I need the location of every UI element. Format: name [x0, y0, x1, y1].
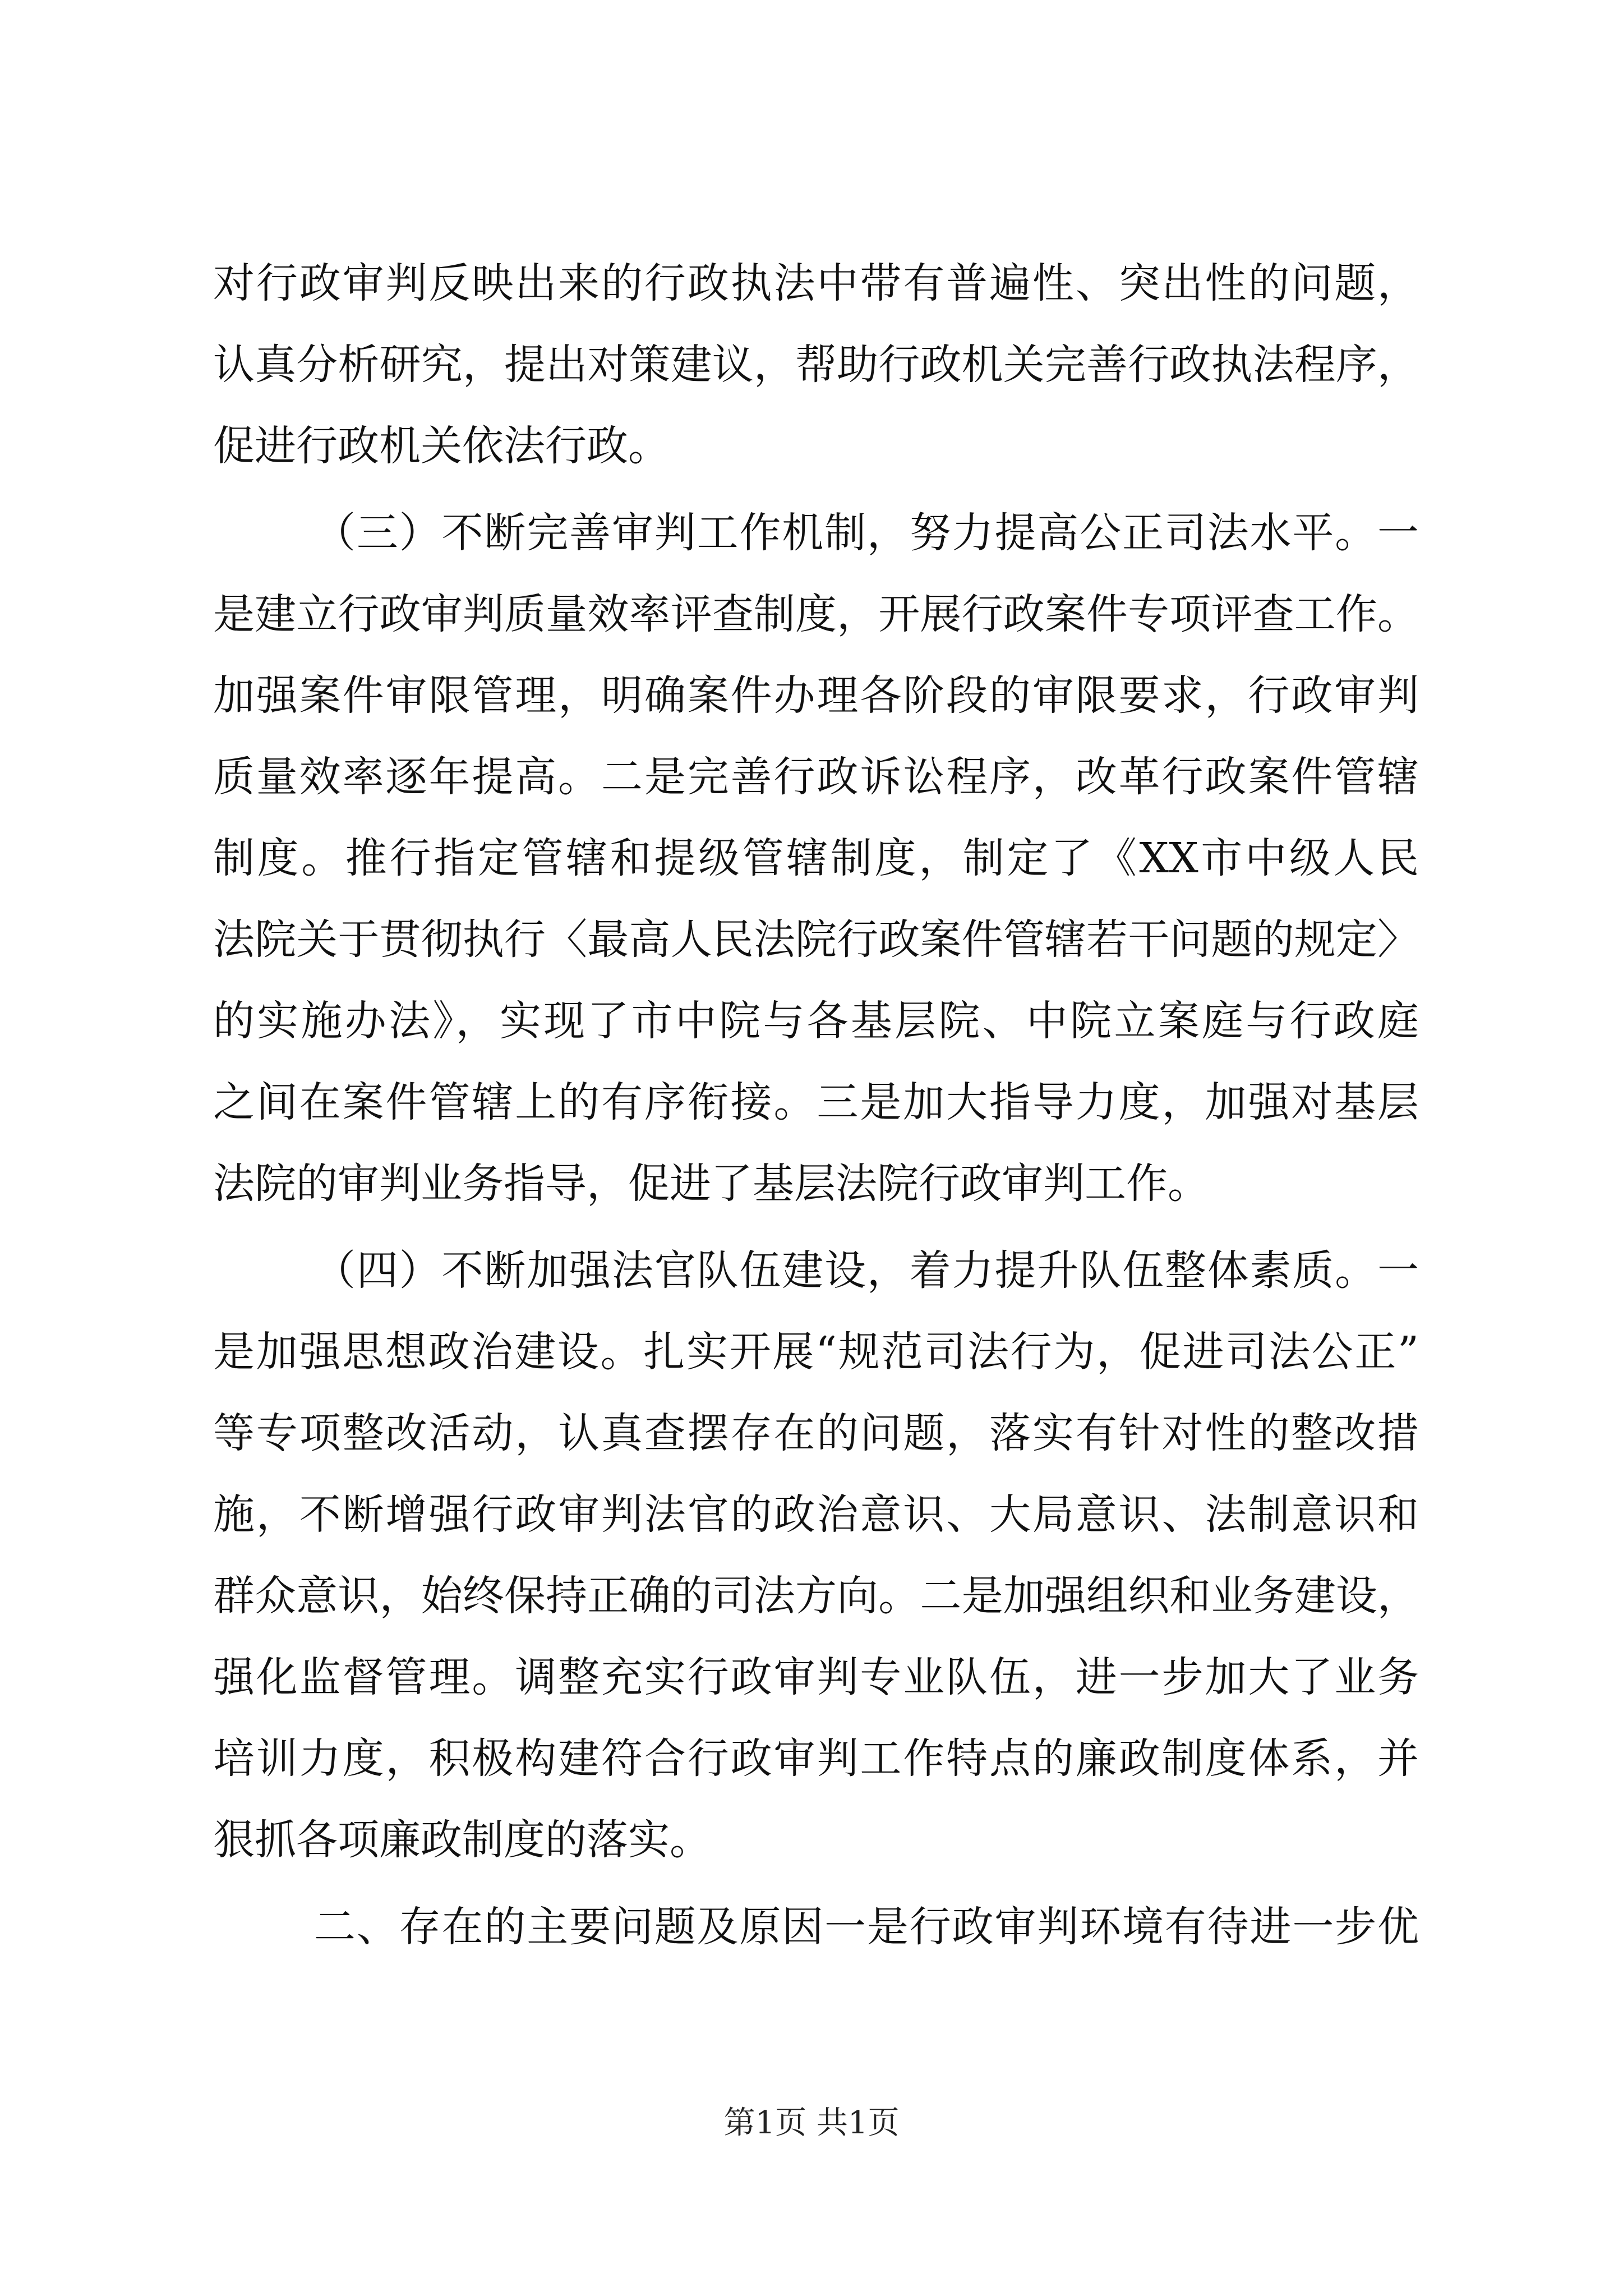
paragraph-heading-line: （三）不断完善审判工作机制，努力提高公正司法水平。一 — [314, 509, 1419, 557]
text-line: 对行政审判反映出来的行政执法中带有普遍性、突出性的问题， — [213, 259, 1419, 307]
page-footer: 第1页 共1页 — [723, 2105, 900, 2141]
text-line: 是加强思想政治建设。扎实开展“规范司法行为，促进司法公正” — [213, 1328, 1419, 1376]
text-line: 加强案件审限管理，明确案件办理各阶段的审限要求，行政审判 — [213, 671, 1419, 720]
text-line: 施，不断增强行政审判法官的政治意识、大局意识、法制意识和 — [213, 1490, 1419, 1539]
text-line: 的实施办法》，实现了市中院与各基层院、中院立案庭与行政庭 — [213, 997, 1419, 1045]
section-heading-line: 二、存在的主要问题及原因一是行政审判环境有待进一步优 — [314, 1903, 1419, 1951]
text-line: 法院关于贯彻执行〈最高人民法院行政案件管辖若干问题的规定〉 — [213, 915, 1419, 964]
text-line: 狠抓各项廉政制度的落实。 — [213, 1816, 711, 1864]
text-line: 强化监督管理。调整充实行政审判专业队伍，进一步加大了业务 — [213, 1653, 1419, 1701]
text-line: 培训力度，积极构建符合行政审判工作特点的廉政制度体系，并 — [213, 1734, 1419, 1783]
text-line: 认真分析研究，提出对策建议，帮助行政机关完善行政执法程序， — [213, 341, 1419, 389]
text-line: 质量效率逐年提高。二是完善行政诉讼程序，改革行政案件管辖 — [213, 753, 1419, 801]
paragraph-heading-line: （四）不断加强法官队伍建设，着力提升队伍整体素质。一 — [314, 1246, 1419, 1295]
text-line: 法院的审判业务指导，促进了基层法院行政审判工作。 — [213, 1159, 1209, 1208]
text-line: 群众意识，始终保持正确的司法方向。二是加强组织和业务建设， — [213, 1572, 1419, 1620]
text-line: 等专项整改活动，认真查摆存在的问题，落实有针对性的整改措 — [213, 1409, 1419, 1457]
text-line: 是建立行政审判质量效率评查制度，开展行政案件专项评查工作。 — [213, 590, 1419, 638]
text-line: 之间在案件管辖上的有序衔接。三是加大指导力度，加强对基层 — [213, 1078, 1419, 1126]
text-line: 制度。推行指定管辖和提级管辖制度，制定了《XX市中级人民 — [213, 834, 1419, 882]
text-line: 促进行政机关依法行政。 — [213, 422, 670, 470]
